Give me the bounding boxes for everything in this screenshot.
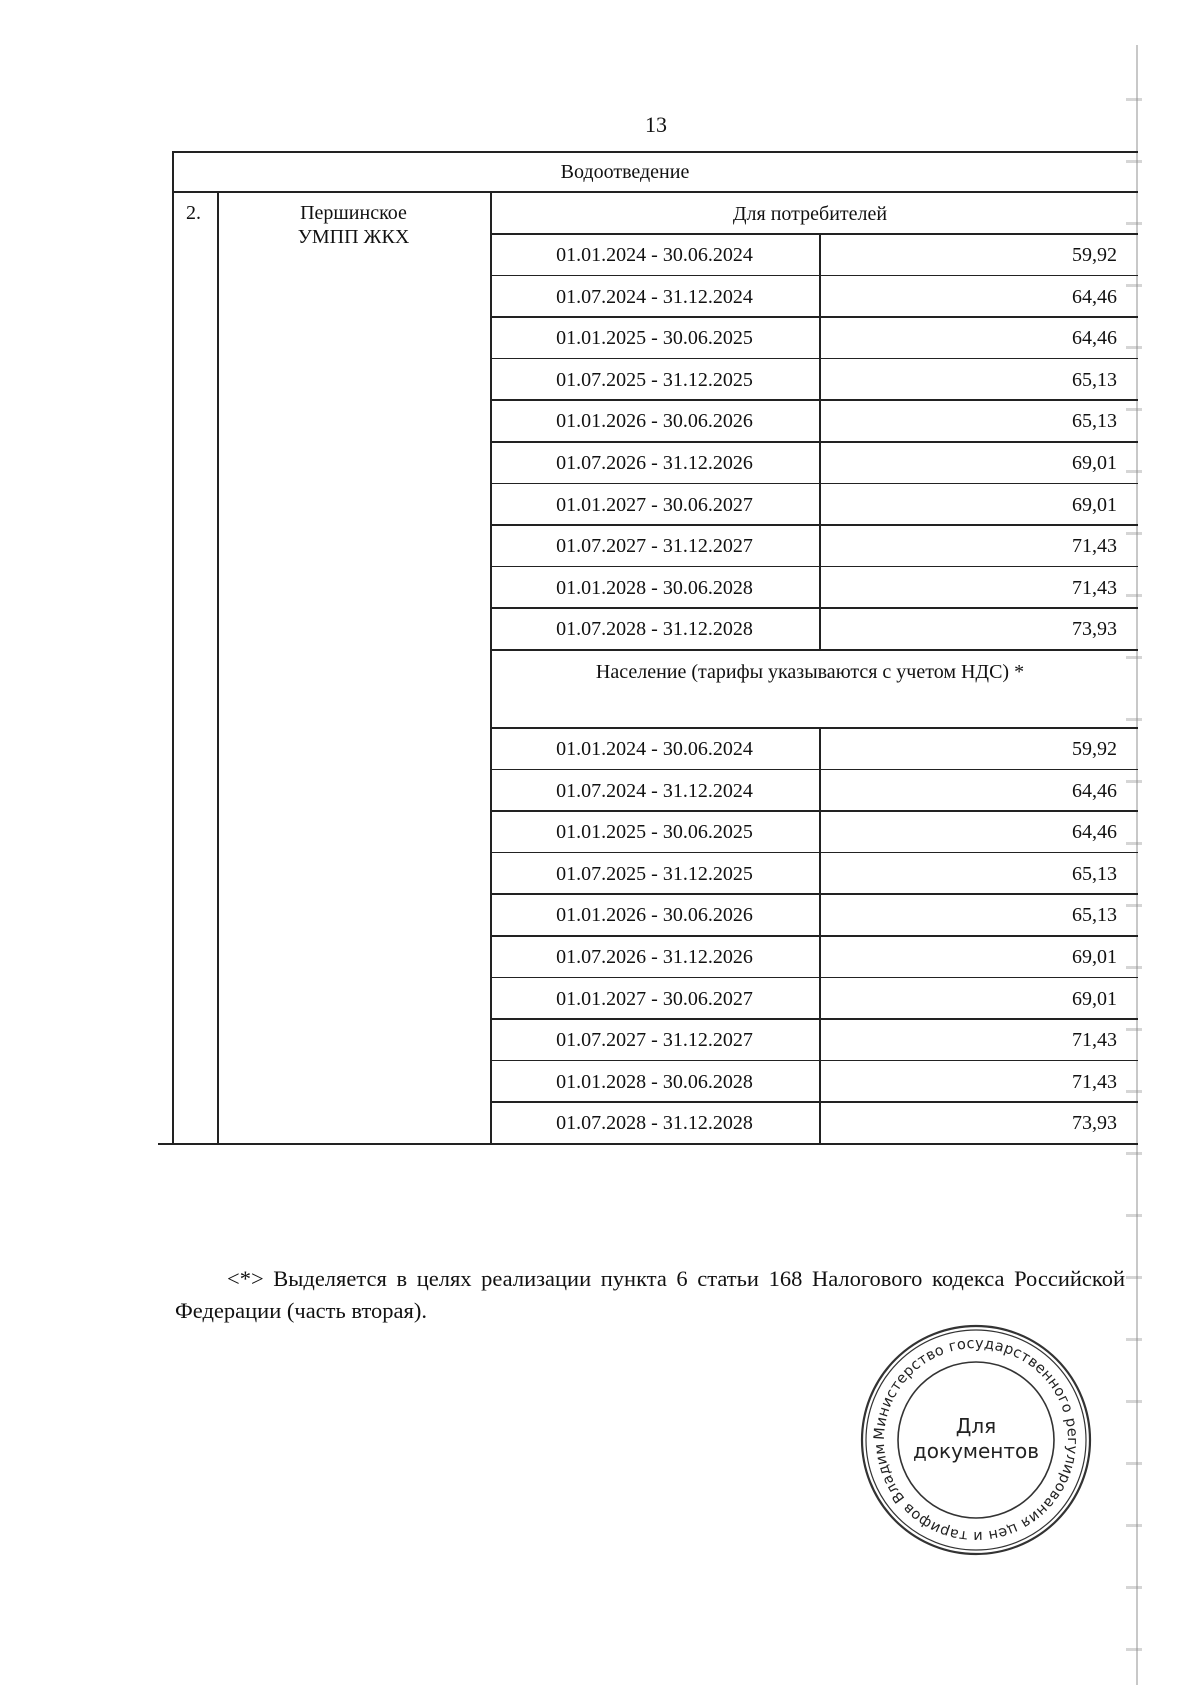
table-bottom-border [158,1143,1138,1145]
table-row-border [490,358,1138,360]
organization-line-2: УМПП ЖКХ [297,226,410,248]
tariff-period: 01.07.2027 - 31.12.2027 [556,1029,753,1052]
tariff-value: 69,01 [1072,946,1117,968]
organization-line-1: Першинское [300,202,407,224]
table-row-border [490,810,1138,812]
footnote [175,1263,1125,1327]
table-row-border [490,893,1138,895]
tariff-period: 01.07.2028 - 31.12.2028 [556,618,753,641]
group-title-bottom-border [490,233,1138,235]
table-row-border [490,1101,1138,1103]
tariff-period: 01.07.2024 - 31.12.2024 [556,779,753,802]
tariff-value: 59,92 [1072,738,1117,760]
group-title: Население (тарифы указываются с учетом НДС) * [595,661,1025,683]
section-title: Водоотведение [560,161,690,183]
tariff-value: 64,46 [1072,821,1117,844]
table-row-border [490,852,1138,854]
tariff-period: 01.07.2025 - 31.12.2025 [556,862,753,885]
stamp-center-line-1: Для [955,1414,997,1438]
tariff-value: 71,43 [1072,1070,1117,1093]
table-row-border [490,649,1138,651]
tariff-period: 01.01.2028 - 30.06.2028 [556,576,753,599]
tariff-period: 01.01.2026 - 30.06.2026 [556,904,753,927]
tariff-period: 01.07.2028 - 31.12.2028 [556,1112,753,1135]
table-row-border [490,275,1138,277]
group-title: Для потребителей [732,203,888,225]
tariff-value: 65,13 [1072,368,1117,391]
tariff-period: 01.07.2024 - 31.12.2024 [556,285,753,308]
tariff-value: 73,93 [1072,1112,1117,1135]
table-row-border [490,441,1138,443]
tariff-value: 69,01 [1072,452,1117,474]
tariff-period: 01.01.2026 - 30.06.2026 [556,410,753,433]
tariff-period: 01.07.2025 - 31.12.2025 [556,368,753,391]
tariff-period: 01.07.2026 - 31.12.2026 [556,946,753,968]
table-left-border [172,151,174,1143]
tariff-period: 01.07.2026 - 31.12.2026 [556,452,753,474]
tariff-value: 65,13 [1072,904,1117,927]
footnote-text: <*> Выделяется в целях реализации пункта 6 статьи 168 Налогового кодекса Российской Федерации (часть вторая). [175,1266,1125,1323]
tariff-value: 59,92 [1072,244,1117,266]
tariff-period: 01.01.2027 - 30.06.2027 [556,987,753,1010]
stamp-ring-text: Министерство государственного регулирования цен и тарифов Владим [871,1335,1081,1545]
table-row-border [490,399,1138,401]
tariff-value: 64,46 [1072,327,1117,350]
row-number: 2. [186,202,201,224]
table-row-border [490,483,1138,485]
period-value-divider [819,727,821,1143]
organization-column-divider [490,191,492,1143]
table-row-border [490,524,1138,526]
tariff-value: 69,01 [1072,493,1117,516]
section-title-bottom-border [172,191,1138,193]
table-row-border [490,935,1138,937]
tariff-period: 01.01.2025 - 30.06.2025 [556,821,753,844]
tariff-value: 65,13 [1072,862,1117,885]
table-row-border [490,316,1138,318]
page-number: 13 [645,112,667,137]
tariff-value: 69,01 [1072,987,1117,1010]
table-row-border [490,1018,1138,1020]
tariff-value: 71,43 [1072,1029,1117,1052]
tariff-period: 01.07.2027 - 31.12.2027 [556,535,753,558]
tariff-value: 64,46 [1072,779,1117,802]
tariff-table [172,151,1138,1234]
tariff-period: 01.01.2024 - 30.06.2024 [556,244,753,266]
table-row-border [490,769,1138,771]
tariff-value: 64,46 [1072,285,1117,308]
tariff-period: 01.01.2027 - 30.06.2027 [556,493,753,516]
tariff-period: 01.01.2024 - 30.06.2024 [556,738,753,760]
tariff-period: 01.01.2025 - 30.06.2025 [556,327,753,350]
tariff-value: 65,13 [1072,410,1117,433]
tariff-period: 01.01.2028 - 30.06.2028 [556,1070,753,1093]
period-value-divider [819,233,821,649]
table-row-border [490,566,1138,568]
table-top-border [172,151,1138,153]
table-row-border [490,977,1138,979]
number-column-divider [217,191,219,1143]
tariff-value: 73,93 [1072,618,1117,641]
table-row-border [490,1060,1138,1062]
table-row-border [490,607,1138,609]
tariff-value: 71,43 [1072,535,1117,558]
group-title-bottom-border [490,727,1138,729]
stamp-center-line-2: документов [912,1439,1040,1463]
official-stamp [858,1322,1094,1558]
tariff-value: 71,43 [1072,576,1117,599]
